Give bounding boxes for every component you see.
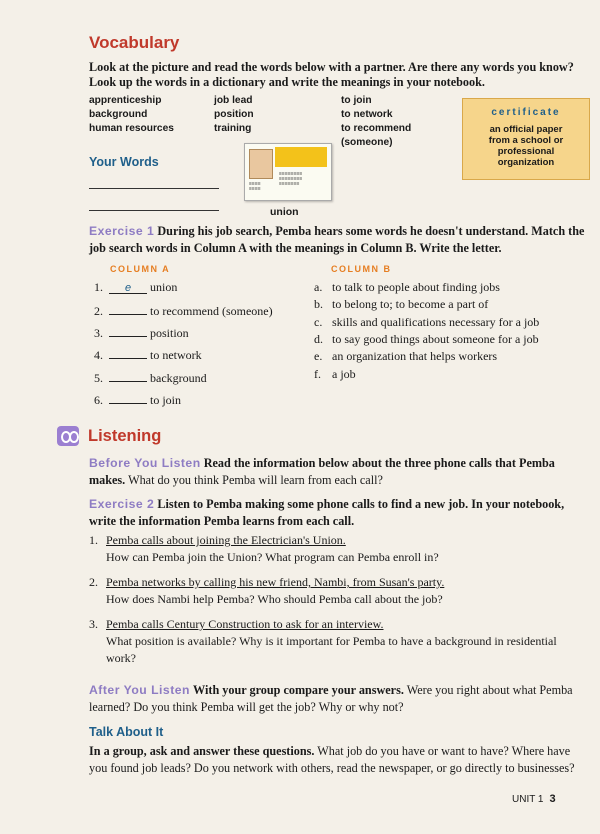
word: job lead — [214, 95, 253, 106]
word: training — [214, 123, 252, 134]
talk-about-it-heading: Talk About It — [89, 725, 164, 739]
after-you-listen: After You Listen With your group compare your answers. Were you right about what Pemba learned? Do you think Pemba will get the job? Why or why not? — [89, 683, 573, 714]
union-card-photo — [249, 149, 273, 179]
word-column-2 — [214, 94, 254, 136]
column-a-item: 1. e union — [94, 280, 178, 294]
word: human resources — [89, 123, 174, 134]
column-b-item: e. an organization that helps workers — [314, 349, 498, 363]
answer-blank[interactable] — [109, 303, 147, 315]
your-words-heading: Your Words — [89, 155, 159, 169]
listening-heading: Listening — [88, 427, 162, 445]
column-b-item: a. to talk to people about finding jobs — [314, 280, 500, 294]
answer-blank[interactable] — [109, 392, 147, 404]
exercise-2-prompt: Exercise 2 Listen to Pemba making some phone calls to find a new job. In your notebook, write the information Pemba learns from each call. — [89, 497, 565, 528]
before-you-listen: Before You Listen Read the information below about the three phone calls that Pemba makes. What do you think Pemba will learn from each call? — [89, 456, 555, 487]
word: position — [214, 109, 254, 120]
union-card-text: ≡≡≡≡≡≡≡≡ ≡≡≡≡≡≡≡≡ ≡≡≡≡≡≡≡ — [279, 171, 303, 187]
unit-label: UNIT 1 — [512, 794, 544, 805]
page-number: 3 — [549, 793, 556, 805]
vocabulary-instructions: Look at the picture and read the words below with a partner. Are there any words you know? Look up the words in a dictionary and write the meanings in your notebook. — [89, 60, 574, 89]
word: to network — [341, 109, 393, 120]
column-a-item: 6. to join — [94, 393, 182, 407]
answer-blank[interactable] — [109, 347, 147, 359]
union-card-header — [275, 147, 327, 167]
word: to join — [341, 95, 372, 106]
talk-about-it-prompt: In a group, ask and answer these questions. What job do you have or want to have? Where have you found job leads? Do you network with others, read the newspaper, or go directly to businesses? — [89, 744, 575, 775]
column-a-item: 2. to recommend (someone) — [94, 304, 273, 318]
certificate-box — [462, 98, 590, 180]
column-b-item: f. a job — [314, 367, 356, 381]
phone-call-item: 3. Pemba calls Century Construction to ask for an interview. What position is available? Why is it important for Pemba to have a background in residential work? — [89, 617, 557, 665]
answer-blank[interactable]: e — [109, 282, 147, 294]
your-words-line[interactable] — [89, 188, 219, 189]
your-words-line[interactable] — [89, 210, 219, 211]
union-card-illustration — [244, 143, 332, 201]
column-a-item: 5. background — [94, 371, 207, 385]
union-caption: union — [270, 206, 299, 218]
page-footer — [512, 793, 556, 805]
column-b-header: COLUMN B — [331, 264, 392, 274]
exercise-1-prompt: Exercise 1 During his job search, Pemba hears some words he doesn't understand. Match the job search words in Column A with the meanings in Column B. Write the letter. — [89, 224, 585, 255]
column-b-item: b. to belong to; to become a part of — [314, 297, 489, 311]
answer-blank[interactable] — [109, 325, 147, 337]
phone-call-item: 2. Pemba networks by calling his new friend, Nambi, from Susan's party. How does Nambi help Pemba? Who should Pemba call about the job? — [89, 575, 445, 606]
word: apprenticeship — [89, 95, 162, 106]
column-a-item: 3. position — [94, 326, 189, 340]
union-card-text: ≡≡≡≡ ≡≡≡≡ — [249, 181, 261, 192]
phone-call-item: 1. Pemba calls about joining the Electrician's Union. How can Pemba join the Union? What program can Pemba enroll in? — [89, 533, 439, 564]
column-b-item: d. to say good things about someone for a job — [314, 332, 539, 346]
answer-blank[interactable] — [109, 370, 147, 382]
column-a-item: 4. to network — [94, 348, 202, 362]
vocabulary-heading: Vocabulary — [89, 33, 180, 52]
word: background — [89, 109, 148, 120]
word: to recommend — [341, 123, 412, 134]
listening-icon — [57, 426, 79, 446]
certificate-title: certificate — [491, 107, 561, 118]
word: (someone) — [341, 137, 393, 148]
word-column-1 — [89, 94, 174, 136]
certificate-definition: an official paper from a school or professional organization — [488, 124, 564, 168]
word-column-3 — [341, 94, 411, 150]
column-b-item: c. skills and qualifications necessary for a job — [314, 315, 540, 329]
column-a-header: COLUMN A — [110, 264, 171, 274]
